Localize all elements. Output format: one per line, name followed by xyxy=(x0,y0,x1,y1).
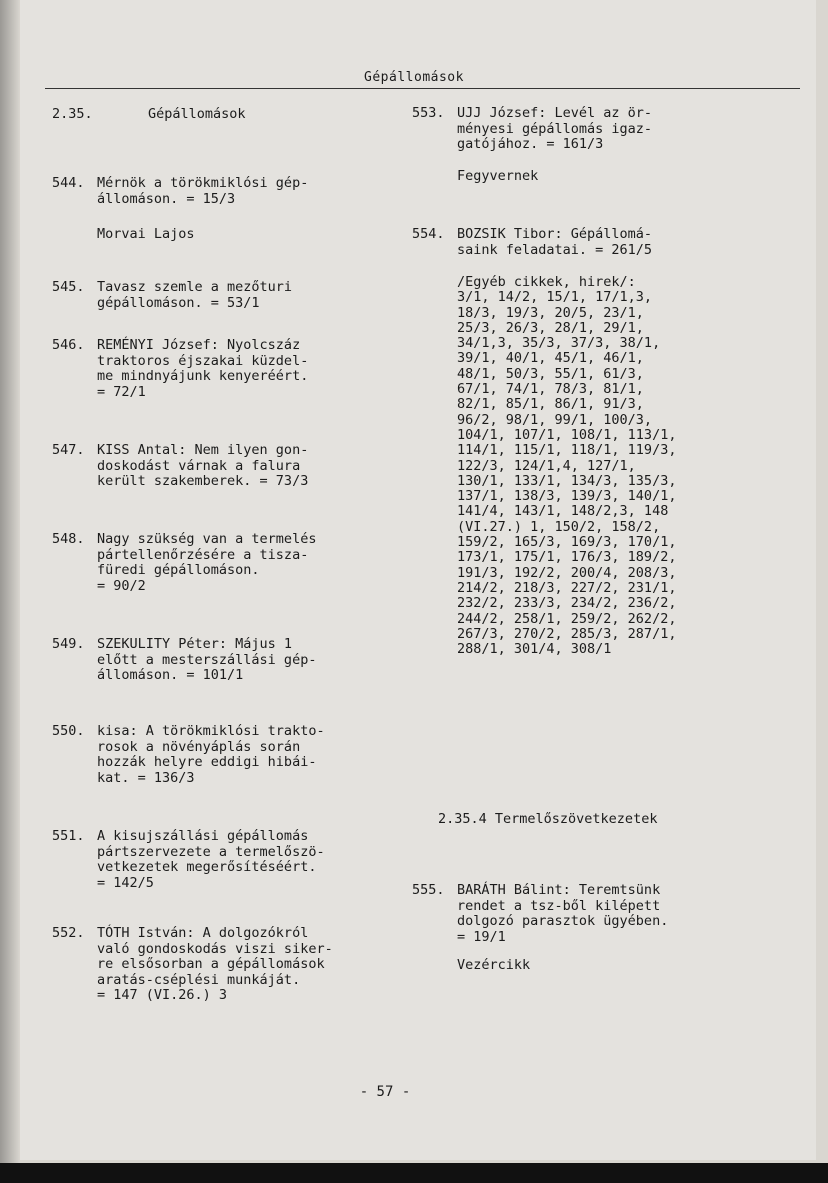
scan-bottom-edge xyxy=(0,1163,828,1183)
entry-number: 554. xyxy=(412,226,445,242)
entry-number: 553. xyxy=(412,105,445,121)
entry-number: 550. xyxy=(52,723,85,739)
entry-553-author: Fegyvernek xyxy=(457,168,539,184)
entry-text: Mérnök a törökmiklósi gép- állomáson. = 15/3 xyxy=(97,175,309,207)
entry-text: Tavasz szemle a mezőturi gépállomáson. = 53/1 xyxy=(97,279,293,311)
entry-number: 551. xyxy=(52,828,85,844)
subsection-title: 2.35.4 Termelőszövetkezetek xyxy=(438,811,658,827)
scan-shadow xyxy=(0,0,20,1183)
entry-text: BOZSIK Tibor: Gépállomá- saink feladatai. = 261/5 xyxy=(457,226,653,258)
entry-number: 547. xyxy=(52,442,85,458)
entry-text: kisa: A törökmiklósi trakto- rosok a növényáplás során hozzák helyre eddigi hibái- kat. = 136/3 xyxy=(97,723,325,786)
entry-number: 546. xyxy=(52,337,85,353)
entry-text: BARÁTH Bálint: Teremtsünk rendet a tsz-ből kilépett dolgozó parasztok ügyében. = 19/1 xyxy=(457,882,669,945)
running-head: Gépállomások xyxy=(364,70,464,85)
entry-number: 548. xyxy=(52,531,85,547)
entry-544-author: Morvai Lajos xyxy=(97,226,195,242)
entry-number: 544. xyxy=(52,175,85,191)
entry-number: 545. xyxy=(52,279,85,295)
section-number: 2.35. xyxy=(52,106,93,122)
entry-text: TÓTH István: A dolgozókról való gondoskodás viszi siker- re elsősorban a gépállomások aratás-cséplési munkáját. = 147 (VI.26.) 3 xyxy=(97,925,333,1003)
entry-text: UJJ József: Levél az ör- ményesi gépállomás igaz- gatójához. = 161/3 xyxy=(457,105,653,152)
section-title: Gépállomások xyxy=(148,106,246,122)
entry-number: 555. xyxy=(412,882,445,898)
entry-text: SZEKULITY Péter: Május 1 előtt a mesterszállási gép- állomáson. = 101/1 xyxy=(97,636,317,683)
entry-text: A kisujszállási gépállomás pártszervezete a termelőszö- vetkezetek megerősítéséért. = 142/5 xyxy=(97,828,325,891)
entry-555-author: Vezércikk xyxy=(457,957,531,973)
entry-text: REMÉNYI József: Nyolcszáz traktoros éjszakai küzdel- me mindnyájunk kenyeréért. = 72/1 xyxy=(97,337,309,400)
page-number: - 57 - xyxy=(359,1084,411,1100)
entry-text: KISS Antal: Nem ilyen gon- doskodást várnak a falura került szakemberek. = 73/3 xyxy=(97,442,309,489)
entry-number: 549. xyxy=(52,636,85,652)
entry-text: Nagy szükség van a termelés pártellenőrzésére a tisza- füredi gépállomáson. = 90/2 xyxy=(97,531,317,594)
misc-articles-list: /Egyéb cikkek, hirek/: 3/1, 14/2, 15/1, 17/1,3, 18/3, 19/3, 20/5, 23/1, 25/3, 26/3, 28/1, 29/1, 34/1,3, 35/3, 37/3, 38/1, 39/1, 40/1, 45/1, 46/1, 48/1, 50/3, 55/1, 61/3, 67/1, 74/1, 78/3, 81/1, 82/1, 85/1, 86/1, 91/3, 96/2, 98/1, 99/1, 100/3, 104/1, 107/1, 108/1, 113/1, 114/1, 115/1, 118/1, 119/3, 122/3, 124/1,4, 127/1, 130/1, 133/1, 134/3, 135/3, 137/1, 138/3, 139/3, 140/1, 141/4, 143/1, 148/2,3, 148 (VI.27.) 1, 150/2, 158/2, 159/2, 165/3, 169/3, 170/1, 173/1, 175/1, 176/3, 189/2, 191/3, 192/2, 200/4, 208/3, 214/2, 218/3, 227/2, 231/1, 232/2, 233/3, 234/2, 236/2, 244/2, 258/1, 259/2, 262/2, 267/3, 270/2, 285/3, 287/1, 288/1, 301/4, 308/1 xyxy=(457,274,677,658)
header-rule xyxy=(45,88,800,89)
entry-number: 552. xyxy=(52,925,85,941)
